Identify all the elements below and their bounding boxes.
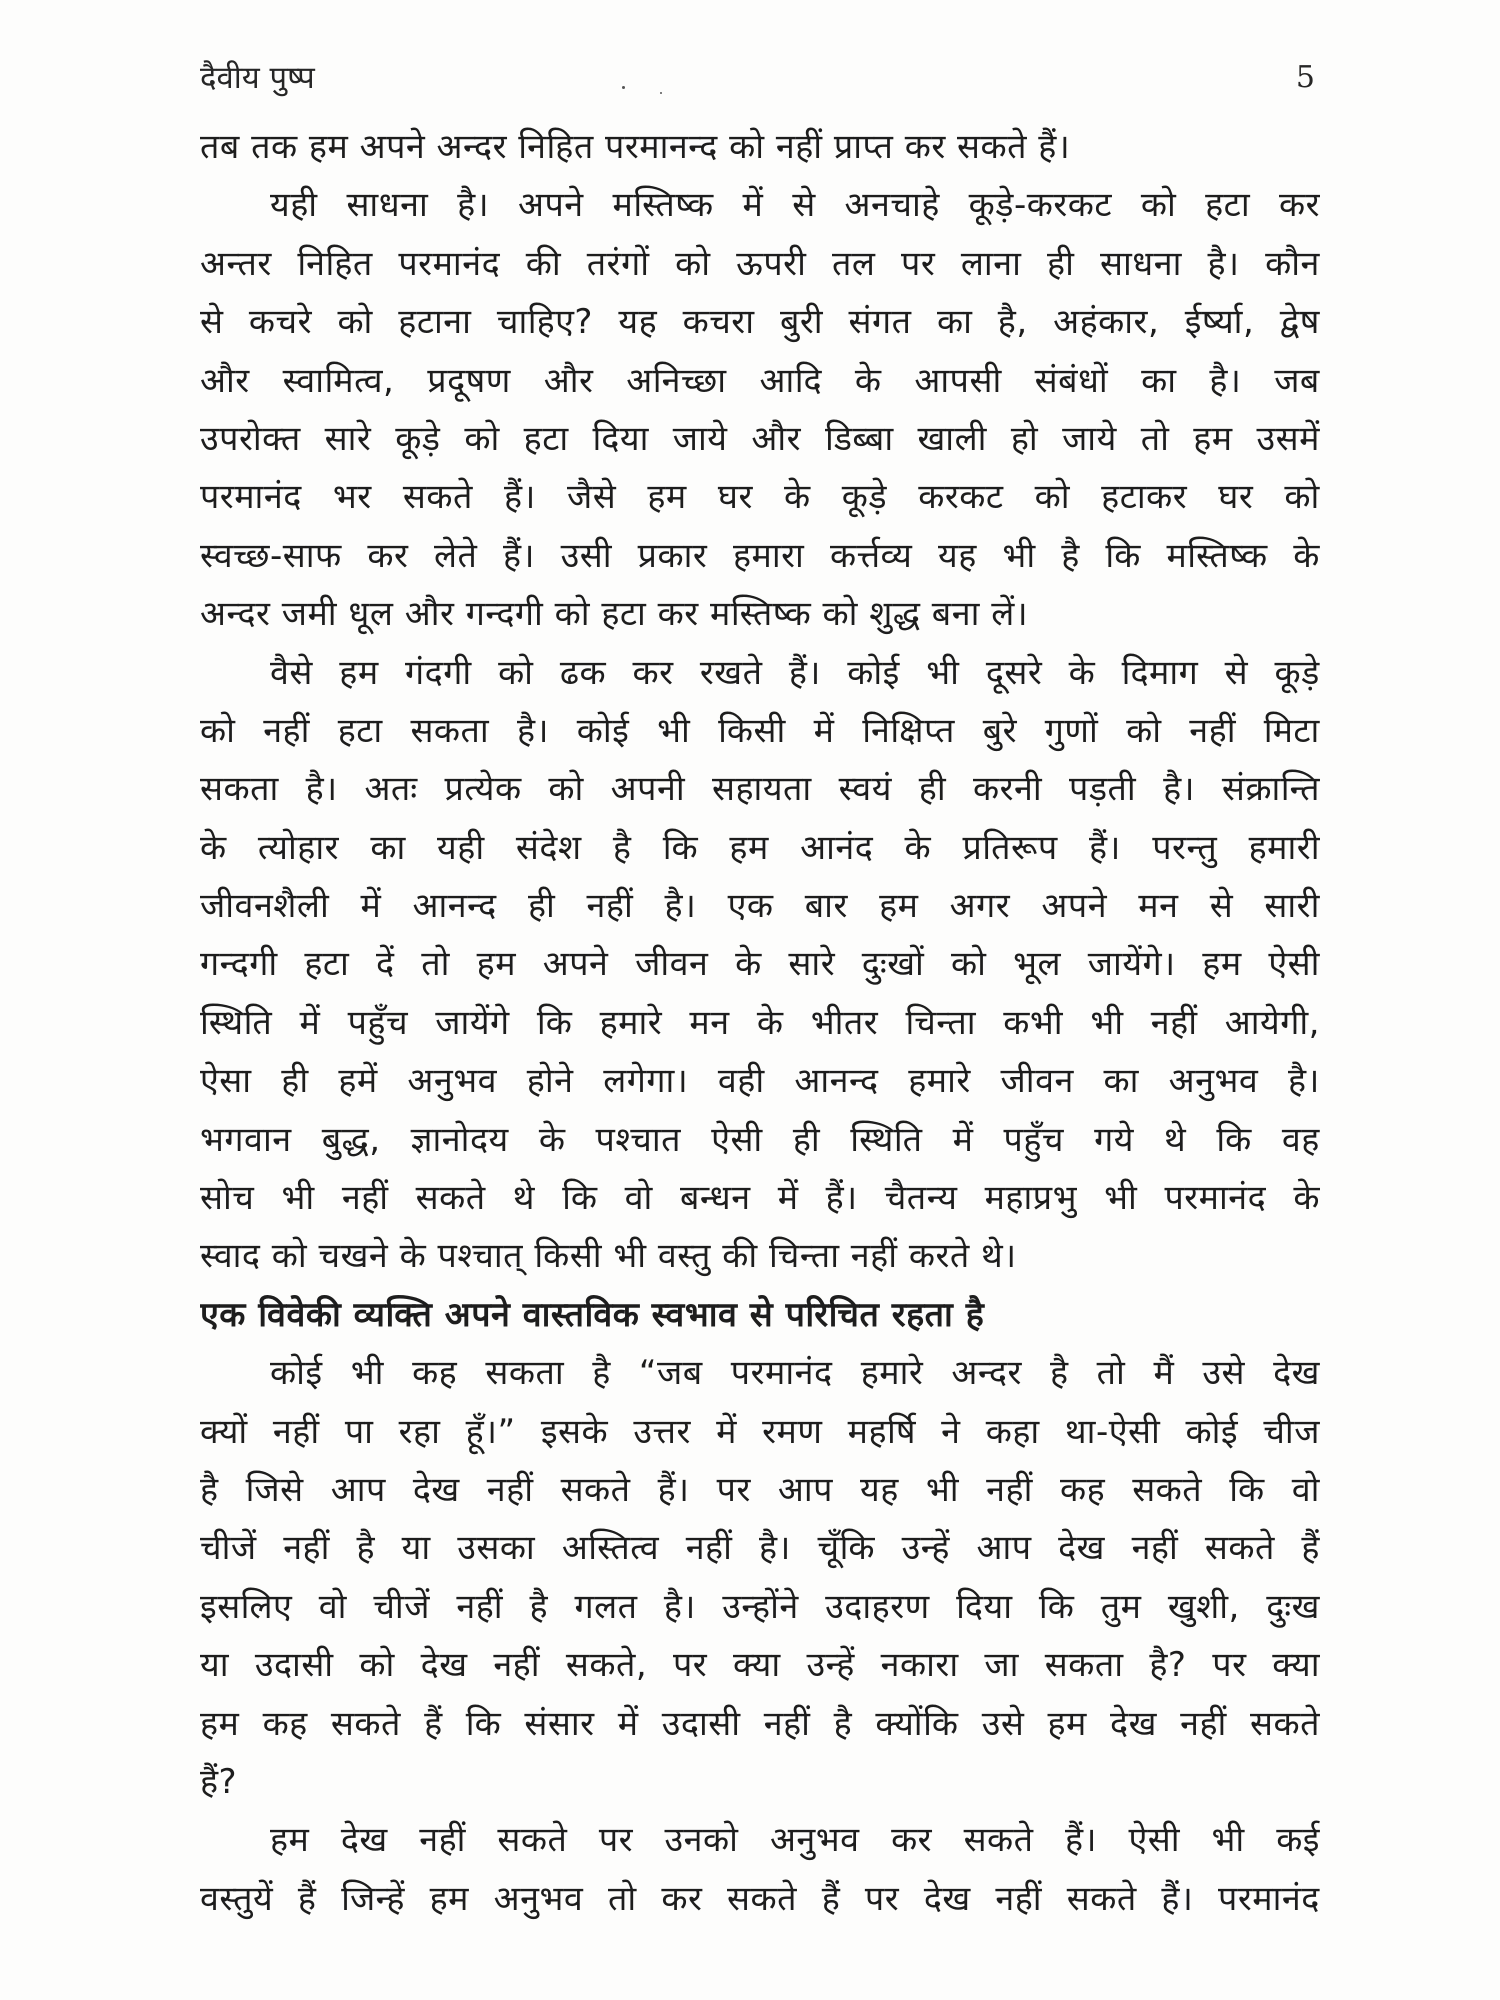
text-line: तब तक हम अपने अन्दर निहित परमानन्द को नहीं प्राप्त कर सकते हैं।	[200, 127, 1071, 167]
text-line: सोच भी नहीं सकते थे कि वो बन्धन में हैं। चैतन्य महाप्रभु भी परमानंद के	[200, 1178, 1320, 1219]
text-line: उपरोक्त सारे कूड़े को हटा दिया जाये और डिब्बा खाली हो जाये तो हम उसमें	[200, 418, 1320, 459]
text-line: वस्तुयें हैं जिन्हें हम अनुभव तो कर सकते हैं पर देख नहीं सकते हैं। परमानंद	[200, 1878, 1320, 1919]
text-line: ऐसा ही हमें अनुभव होने लगेगा। वही आनन्द हमारे जीवन का अनुभव है।	[200, 1061, 1320, 1102]
text-line: क्यों नहीं पा रहा हूँ।” इसके उत्तर में रमण महर्षि ने कहा था-ऐसी कोई चीज	[200, 1411, 1320, 1452]
text-line: भगवान बुद्ध, ज्ञानोदय के पश्चात ऐसी ही स्थिति में पहुँच गये थे कि वह	[200, 1119, 1320, 1160]
text-line: अन्तर निहित परमानंद की तरंगों को ऊपरी तल पर लाना ही साधना है। कौन	[200, 243, 1320, 284]
running-title: दैवीय पुष्प	[200, 60, 315, 96]
paragraph-first-line: वैसे हम गंदगी को ढक कर रखते हैं। कोई भी दूसरे के दिमाग से कूड़े	[270, 652, 1320, 693]
paragraph-first-line: हम देख नहीं सकते पर उनको अनुभव कर सकते हैं। ऐसी भी कई	[270, 1820, 1320, 1861]
section-heading: एक विवेकी व्यक्ति अपने वास्तविक स्वभाव से परिचित रहता है	[200, 1294, 985, 1335]
text-line: को नहीं हटा सकता है। कोई भी किसी में निक्षिप्त बुरे गुणों को नहीं मिटा	[200, 710, 1320, 751]
text-line: परमानंद भर सकते हैं। जैसे हम घर के कूड़े करकट को हटाकर घर को	[200, 477, 1320, 518]
text-line: स्वच्छ-साफ कर लेते हैं। उसी प्रकार हमारा कर्त्तव्य यह भी है कि मस्तिष्क के	[200, 535, 1320, 576]
text-line: या उदासी को देख नहीं सकते, पर क्या उन्हें नकारा जा सकता है? पर क्या	[200, 1645, 1320, 1686]
text-line: से कचरे को हटाना चाहिए? यह कचरा बुरी संगत का है, अहंकार, ईर्ष्या, द्वेष	[200, 302, 1320, 343]
page-body	[200, 118, 1320, 1928]
text-line: है जिसे आप देख नहीं सकते हैं। पर आप यह भी नहीं कह सकते कि वो	[200, 1469, 1320, 1510]
text-line: हैं?	[200, 1761, 238, 1802]
page-number: 5	[1295, 59, 1315, 95]
text-line: हम कह सकते हैं कि संसार में उदासी नहीं है क्योंकि उसे हम देख नहीं सकते	[200, 1703, 1320, 1744]
text-line: जीवनशैली में आनन्द ही नहीं है। एक बार हम अगर अपने मन से सारी	[200, 886, 1320, 927]
text-line: अन्दर जमी धूल और गन्दगी को हटा कर मस्तिष्क को शुद्ध बना लें।	[200, 594, 1029, 635]
text-line: इसलिए वो चीजें नहीं है गलत है। उन्होंने उदाहरण दिया कि तुम खुशी, दुःख	[200, 1586, 1320, 1627]
paragraph-first-line: यही साधना है। अपने मस्तिष्क में से अनचाहे कूड़े-करकट को हटा कर	[270, 185, 1320, 226]
text-line: चीजें नहीं है या उसका अस्तित्व नहीं है। चूँकि उन्हें आप देख नहीं सकते हैं	[200, 1528, 1320, 1569]
text-line: के त्योहार का यही संदेश है कि हम आनंद के प्रतिरूप हैं। परन्तु हमारी	[200, 827, 1320, 868]
text-line: और स्वामित्व, प्रदूषण और अनिच्छा आदि के आपसी संबंधों का है। जब	[200, 360, 1320, 401]
text-line: स्वाद को चखने के पश्चात् किसी भी वस्तु की चिन्ता नहीं करते थे।	[200, 1236, 1017, 1277]
text-line: स्थिति में पहुँच जायेंगे कि हमारे मन के भीतर चिन्ता कभी भी नहीं आयेगी,	[200, 1002, 1320, 1043]
paragraph-first-line: कोई भी कह सकता है “जब परमानंद हमारे अन्दर है तो मैं उसे देख	[270, 1353, 1320, 1394]
text-line: सकता है। अतः प्रत्येक को अपनी सहायता स्वयं ही करनी पड़ती है। संक्रान्ति	[200, 769, 1320, 810]
text-line: गन्दगी हटा दें तो हम अपने जीवन के सारे दुःखों को भूल जायेंगे। हम ऐसी	[200, 944, 1320, 985]
running-header	[200, 52, 1315, 102]
